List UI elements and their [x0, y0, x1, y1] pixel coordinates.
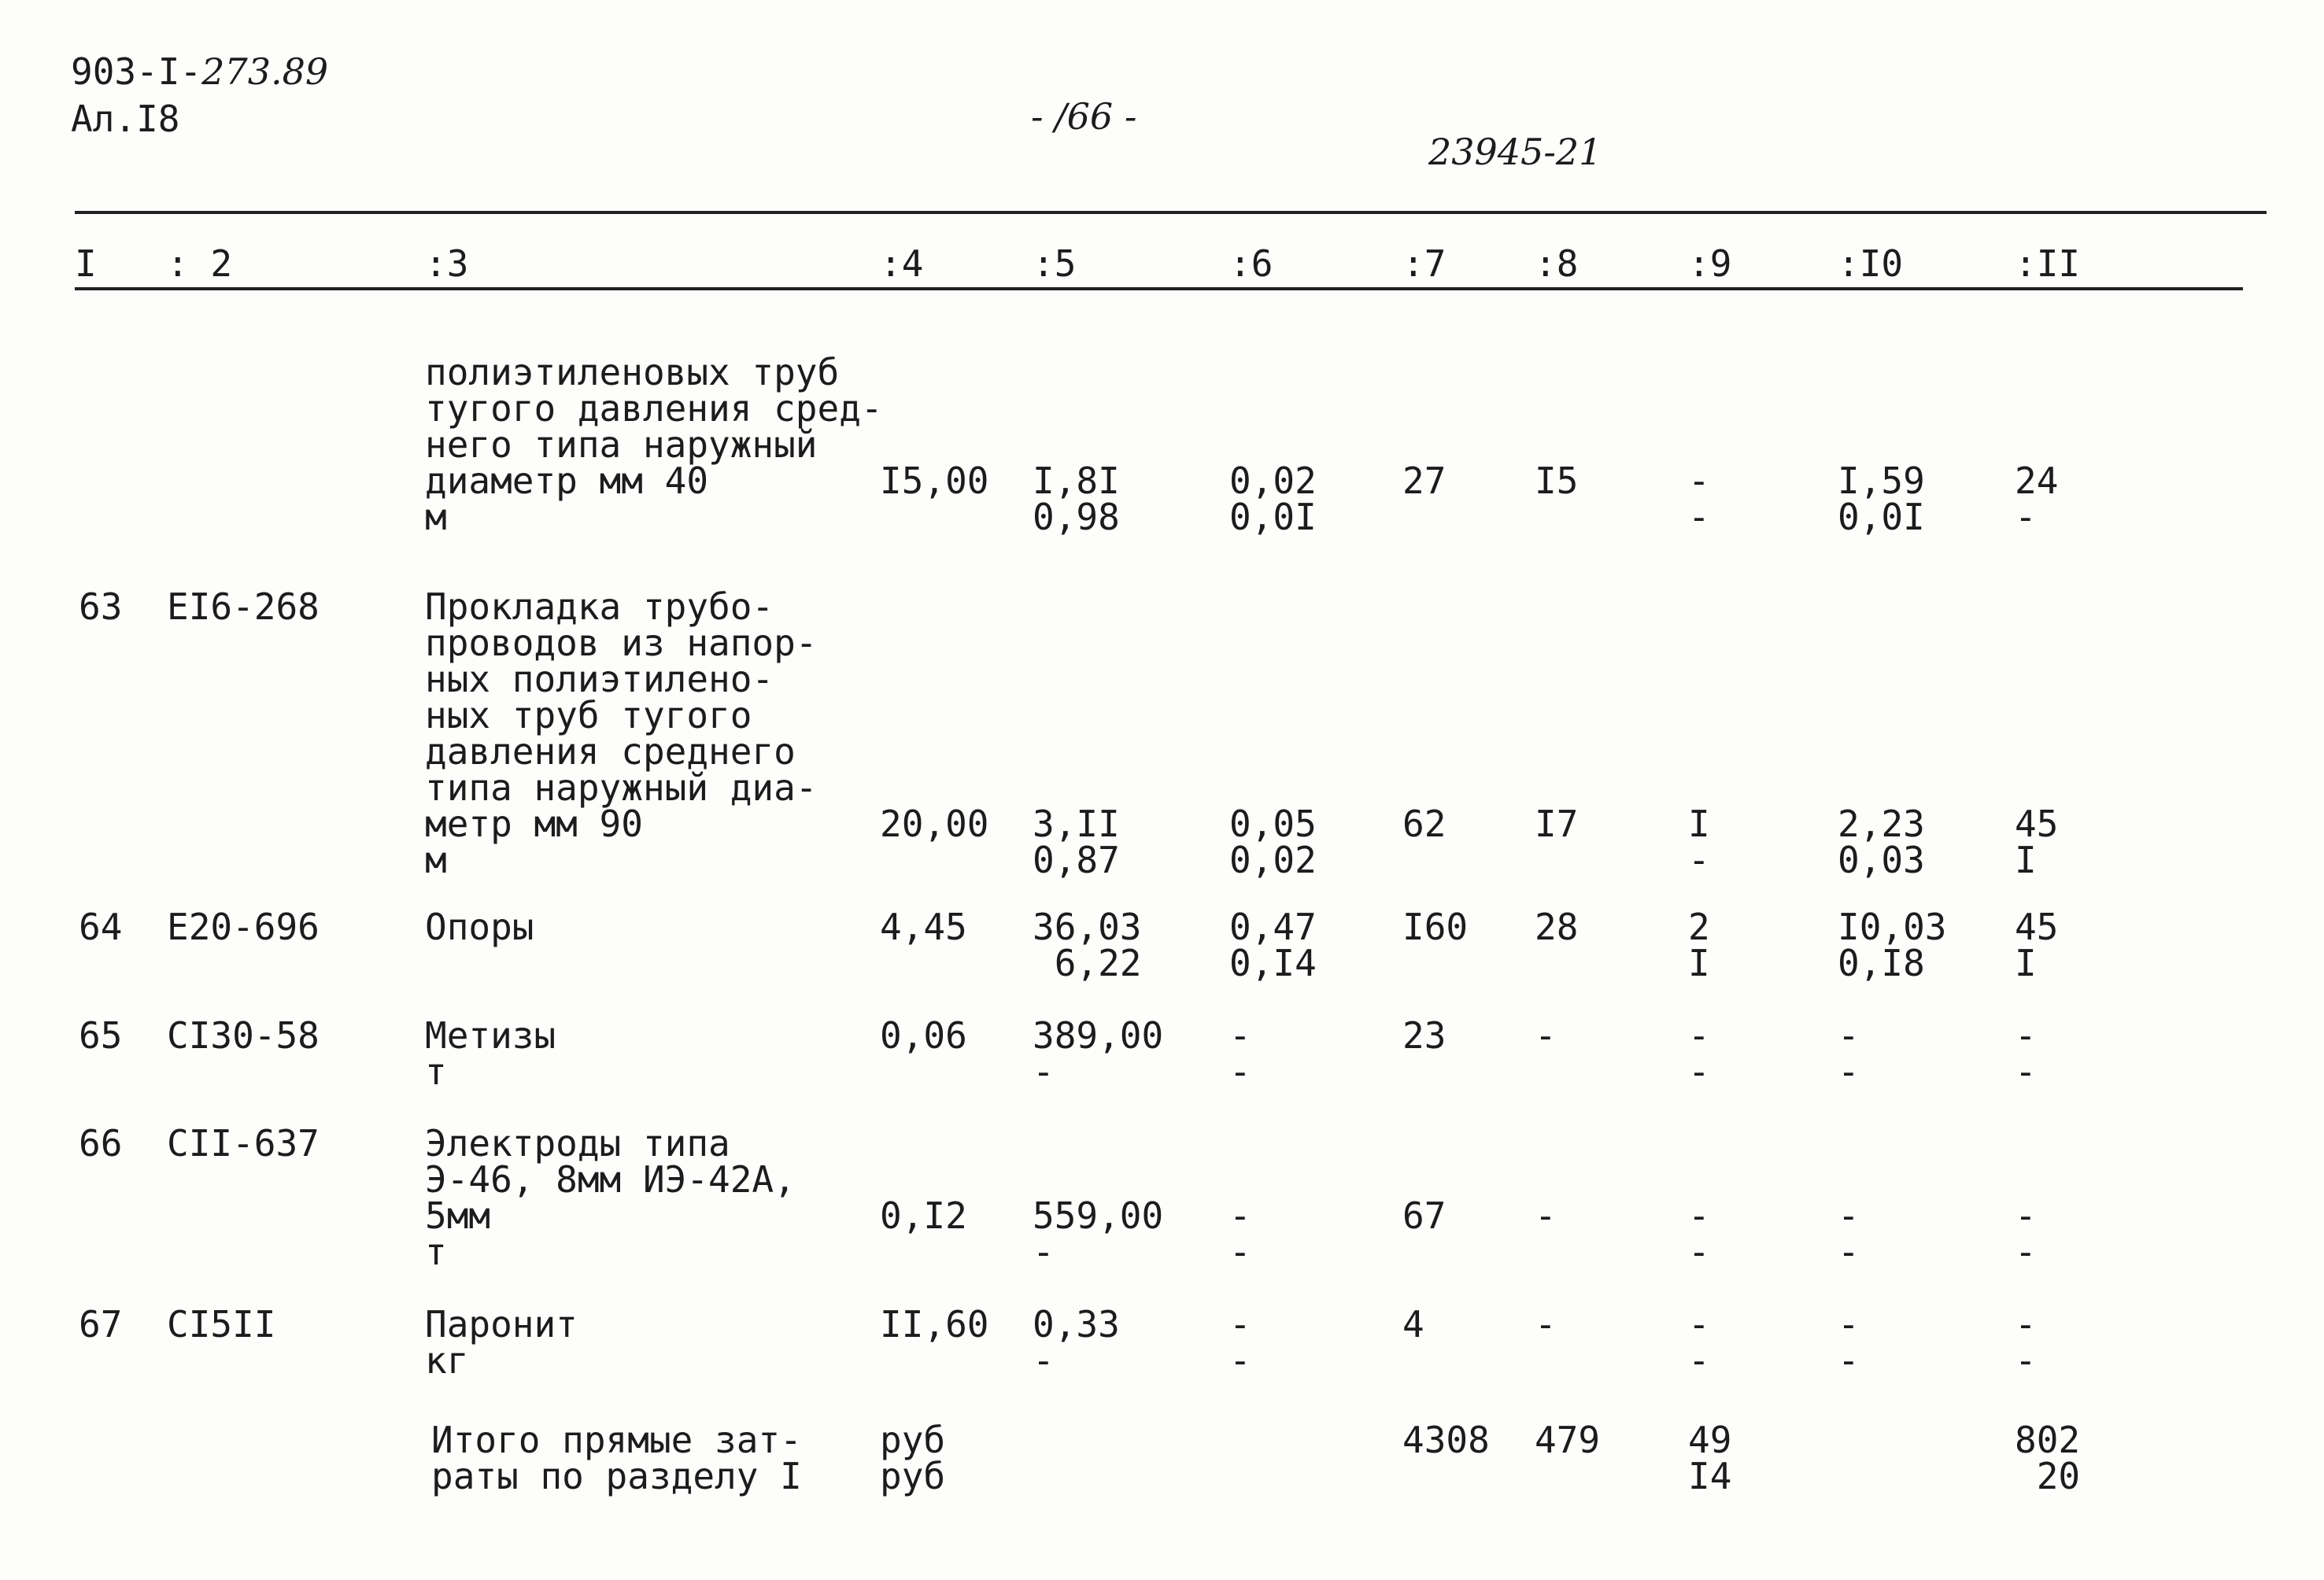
unit-cost	[1033, 460, 1120, 538]
unit-cost	[1033, 1014, 1164, 1093]
total-cost: 67	[1402, 1194, 1446, 1237]
total-label-line: Итого прямые зат-	[431, 1419, 802, 1461]
col9-value-line: -	[1688, 460, 1710, 502]
col9-value-line: -	[1688, 1339, 1710, 1382]
col10-value-line: I0,03	[1838, 906, 1947, 948]
unit-cost-line: 36,03	[1033, 906, 1142, 948]
quantity: 0,06	[880, 1014, 967, 1057]
col8-value: -	[1535, 1303, 1557, 1346]
work-name-line: полиэтиленовых труб	[425, 351, 840, 393]
col6-value-line: 0,02	[1229, 460, 1317, 502]
quantity: 0,I2	[880, 1194, 967, 1237]
col9-value-line: 2	[1688, 906, 1710, 948]
work-name	[425, 1122, 796, 1273]
col10-value	[1838, 1303, 1860, 1382]
work-name-line: давления среднего	[425, 730, 796, 773]
col6-value	[1229, 803, 1317, 881]
col8-value: -	[1535, 1014, 1557, 1057]
column-header-7: :7	[1402, 242, 1446, 285]
unit-cost	[1033, 906, 1142, 984]
work-name	[425, 906, 534, 948]
col6-value-line: -	[1229, 1339, 1251, 1382]
unit-cost-line: I,8I	[1033, 460, 1120, 502]
col11-value-line: I	[2015, 839, 2037, 881]
col11-value	[2015, 803, 2059, 881]
column-header-11: :II	[2015, 242, 2081, 285]
work-name-line: диаметр мм 40	[425, 460, 709, 502]
work-name-line: него типа наружный	[425, 423, 818, 466]
col11-value	[2015, 1014, 2037, 1093]
col11-value-line: 45	[2015, 906, 2059, 948]
col9-value	[1688, 1194, 1710, 1273]
total-units-line: руб	[880, 1455, 946, 1497]
work-name-line: т	[425, 1231, 447, 1273]
unit-cost-line: -	[1033, 1339, 1055, 1382]
total-cost: 4	[1402, 1303, 1424, 1346]
work-name-line: ных труб тугого	[425, 694, 752, 736]
unit-cost-line: 3,II	[1033, 803, 1120, 845]
total-col9	[1688, 1419, 1732, 1497]
work-name-line: проводов из напор-	[425, 622, 818, 664]
col11-value	[2015, 460, 2059, 538]
work-name-line: ных полиэтилено-	[425, 658, 774, 700]
total-col9-line: 49	[1688, 1419, 1732, 1461]
col10-value	[1838, 1014, 1860, 1093]
col11-value-line: -	[2015, 1303, 2037, 1346]
col9-value-line: -	[1688, 1231, 1710, 1273]
sheet-label: Ал.I8	[71, 98, 180, 140]
column-header-2: : 2	[167, 242, 233, 285]
rate-code: E20-696	[167, 906, 320, 948]
total-col11-line: 20	[2015, 1455, 2081, 1497]
col9-value-line: -	[1688, 1014, 1710, 1057]
col6-value-line: 0,05	[1229, 803, 1317, 845]
row-number: 67	[79, 1303, 123, 1346]
total-cost: 23	[1402, 1014, 1446, 1057]
col10-value	[1838, 906, 1947, 984]
total-col8: 479	[1535, 1419, 1601, 1461]
total-col11-line: 802	[2015, 1419, 2081, 1461]
quantity: 20,00	[880, 803, 989, 845]
col6-value	[1229, 1303, 1251, 1382]
col9-value	[1688, 906, 1710, 984]
col6-value-line: 0,47	[1229, 906, 1317, 948]
unit-cost	[1033, 1303, 1120, 1382]
col6-value	[1229, 1194, 1251, 1273]
col6-value-line: 0,I4	[1229, 942, 1317, 984]
col10-value-line: I,59	[1838, 460, 1925, 502]
col11-value	[2015, 1303, 2037, 1382]
unit-cost-line: 559,00	[1033, 1194, 1164, 1237]
work-name-line: Э-46, 8мм ИЭ-42А,	[425, 1158, 796, 1201]
column-header-3: :3	[425, 242, 469, 285]
row-number: 63	[79, 585, 123, 628]
unit-cost-line: 6,22	[1033, 942, 1142, 984]
work-name-line: м	[425, 839, 447, 881]
col8-value: 28	[1535, 906, 1579, 948]
quantity: 4,45	[880, 906, 967, 948]
column-header-6: :6	[1229, 242, 1273, 285]
col9-value-line: -	[1688, 1050, 1710, 1093]
rate-code: EI6-268	[167, 585, 320, 628]
col10-value-line: -	[1838, 1194, 1860, 1237]
col6-value-line: -	[1229, 1050, 1251, 1093]
col6-value-line: -	[1229, 1014, 1251, 1057]
total-col7: 4308	[1402, 1419, 1490, 1461]
work-name-line: Электроды типа	[425, 1122, 730, 1165]
col6-value-line: 0,02	[1229, 839, 1317, 881]
col6-value-line: -	[1229, 1194, 1251, 1237]
handwritten-code: 273.89	[201, 50, 329, 93]
work-name-line: Метизы	[425, 1014, 556, 1057]
col10-value-line: -	[1838, 1303, 1860, 1346]
col11-value	[2015, 1194, 2037, 1273]
work-name-line: Паронит	[425, 1303, 578, 1346]
col9-value-line: -	[1688, 1194, 1710, 1237]
total-label	[431, 1419, 802, 1497]
document-code: 903-I-273.89	[71, 50, 329, 93]
total-units-line: руб	[880, 1419, 946, 1461]
total-label-line: раты по разделу I	[431, 1455, 802, 1497]
col11-value-line: -	[2015, 1014, 2037, 1057]
work-name-line: Опоры	[425, 906, 534, 948]
quantity: II,60	[880, 1303, 989, 1346]
total-col9-line: I4	[1688, 1455, 1732, 1497]
unit-cost-line: 0,33	[1033, 1303, 1120, 1346]
column-header-1: I	[75, 242, 97, 285]
col9-value-line: -	[1688, 1303, 1710, 1346]
work-name	[425, 1014, 556, 1093]
total-cost: 27	[1402, 460, 1446, 502]
col11-value-line: -	[2015, 1050, 2037, 1093]
col10-value-line: 0,I8	[1838, 942, 1925, 984]
col10-value-line: -	[1838, 1050, 1860, 1093]
page-number: - /66 -	[1031, 95, 1137, 138]
work-name-line: м	[425, 496, 447, 538]
work-name	[425, 351, 883, 538]
work-name-line: кг	[425, 1339, 469, 1382]
col11-value	[2015, 906, 2059, 984]
col10-value-line: 2,23	[1838, 803, 1925, 845]
col6-value-line: -	[1229, 1231, 1251, 1273]
col11-value-line: -	[2015, 1231, 2037, 1273]
unit-cost-line: 389,00	[1033, 1014, 1164, 1057]
col8-value: -	[1535, 1194, 1557, 1237]
work-name	[425, 585, 818, 881]
unit-cost-line: 0,98	[1033, 496, 1120, 538]
work-name-line: т	[425, 1050, 447, 1093]
col10-value-line: -	[1838, 1339, 1860, 1382]
column-header-9: :9	[1688, 242, 1732, 285]
total-col11	[2015, 1419, 2081, 1497]
quantity: I5,00	[880, 460, 989, 502]
col11-value-line: -	[2015, 496, 2037, 538]
row-number: 66	[79, 1122, 123, 1165]
col6-value-line: -	[1229, 1303, 1251, 1346]
work-name-line: Прокладка трубо-	[425, 585, 774, 628]
col6-value	[1229, 460, 1317, 538]
col9-value	[1688, 1303, 1710, 1382]
total-units	[880, 1419, 946, 1497]
unit-cost-line: 0,87	[1033, 839, 1120, 881]
col9-value-line: I	[1688, 942, 1710, 984]
row-number: 64	[79, 906, 123, 948]
col11-value-line: 45	[2015, 803, 2059, 845]
col10-value-line: -	[1838, 1014, 1860, 1057]
col10-value-line: -	[1838, 1231, 1860, 1273]
col11-value-line: I	[2015, 942, 2037, 984]
col10-value	[1838, 1194, 1860, 1273]
rate-code: CI5II	[167, 1303, 276, 1346]
column-header-10: :I0	[1838, 242, 1904, 285]
column-header-8: :8	[1535, 242, 1579, 285]
col9-value-line: -	[1688, 496, 1710, 538]
total-cost: I60	[1402, 906, 1469, 948]
col8-value: I5	[1535, 460, 1579, 502]
col9-value	[1688, 460, 1710, 538]
unit-cost	[1033, 1194, 1164, 1273]
total-cost: 62	[1402, 803, 1446, 845]
work-name	[425, 1303, 578, 1382]
col6-value	[1229, 906, 1317, 984]
header-rule	[75, 287, 2243, 290]
col6-value-line: 0,0I	[1229, 496, 1317, 538]
unit-cost	[1033, 803, 1120, 881]
col10-value-line: 0,03	[1838, 839, 1925, 881]
unit-cost-line: -	[1033, 1050, 1055, 1093]
column-header-4: :4	[880, 242, 924, 285]
work-name-line: типа наружный диа-	[425, 766, 818, 809]
work-name-line: тугого давления сред-	[425, 387, 883, 430]
rate-code: CI30-58	[167, 1014, 320, 1057]
col11-value-line: -	[2015, 1339, 2037, 1382]
col9-value	[1688, 1014, 1710, 1093]
col8-value: I7	[1535, 803, 1579, 845]
row-number: 65	[79, 1014, 123, 1057]
col9-value	[1688, 803, 1710, 881]
col10-value	[1838, 460, 1925, 538]
unit-cost-line: -	[1033, 1231, 1055, 1273]
col10-value	[1838, 803, 1925, 881]
col11-value-line: -	[2015, 1194, 2037, 1237]
stamp-number: 23945-21	[1428, 131, 1602, 173]
top-rule	[75, 211, 2267, 214]
rate-code: CII-637	[167, 1122, 320, 1165]
column-header-5: :5	[1033, 242, 1077, 285]
work-name-line: 5мм	[425, 1194, 491, 1237]
col9-value-line: -	[1688, 839, 1710, 881]
col11-value-line: 24	[2015, 460, 2059, 502]
work-name-line: метр мм 90	[425, 803, 643, 845]
col9-value-line: I	[1688, 803, 1710, 845]
col6-value	[1229, 1014, 1251, 1093]
col10-value-line: 0,0I	[1838, 496, 1925, 538]
